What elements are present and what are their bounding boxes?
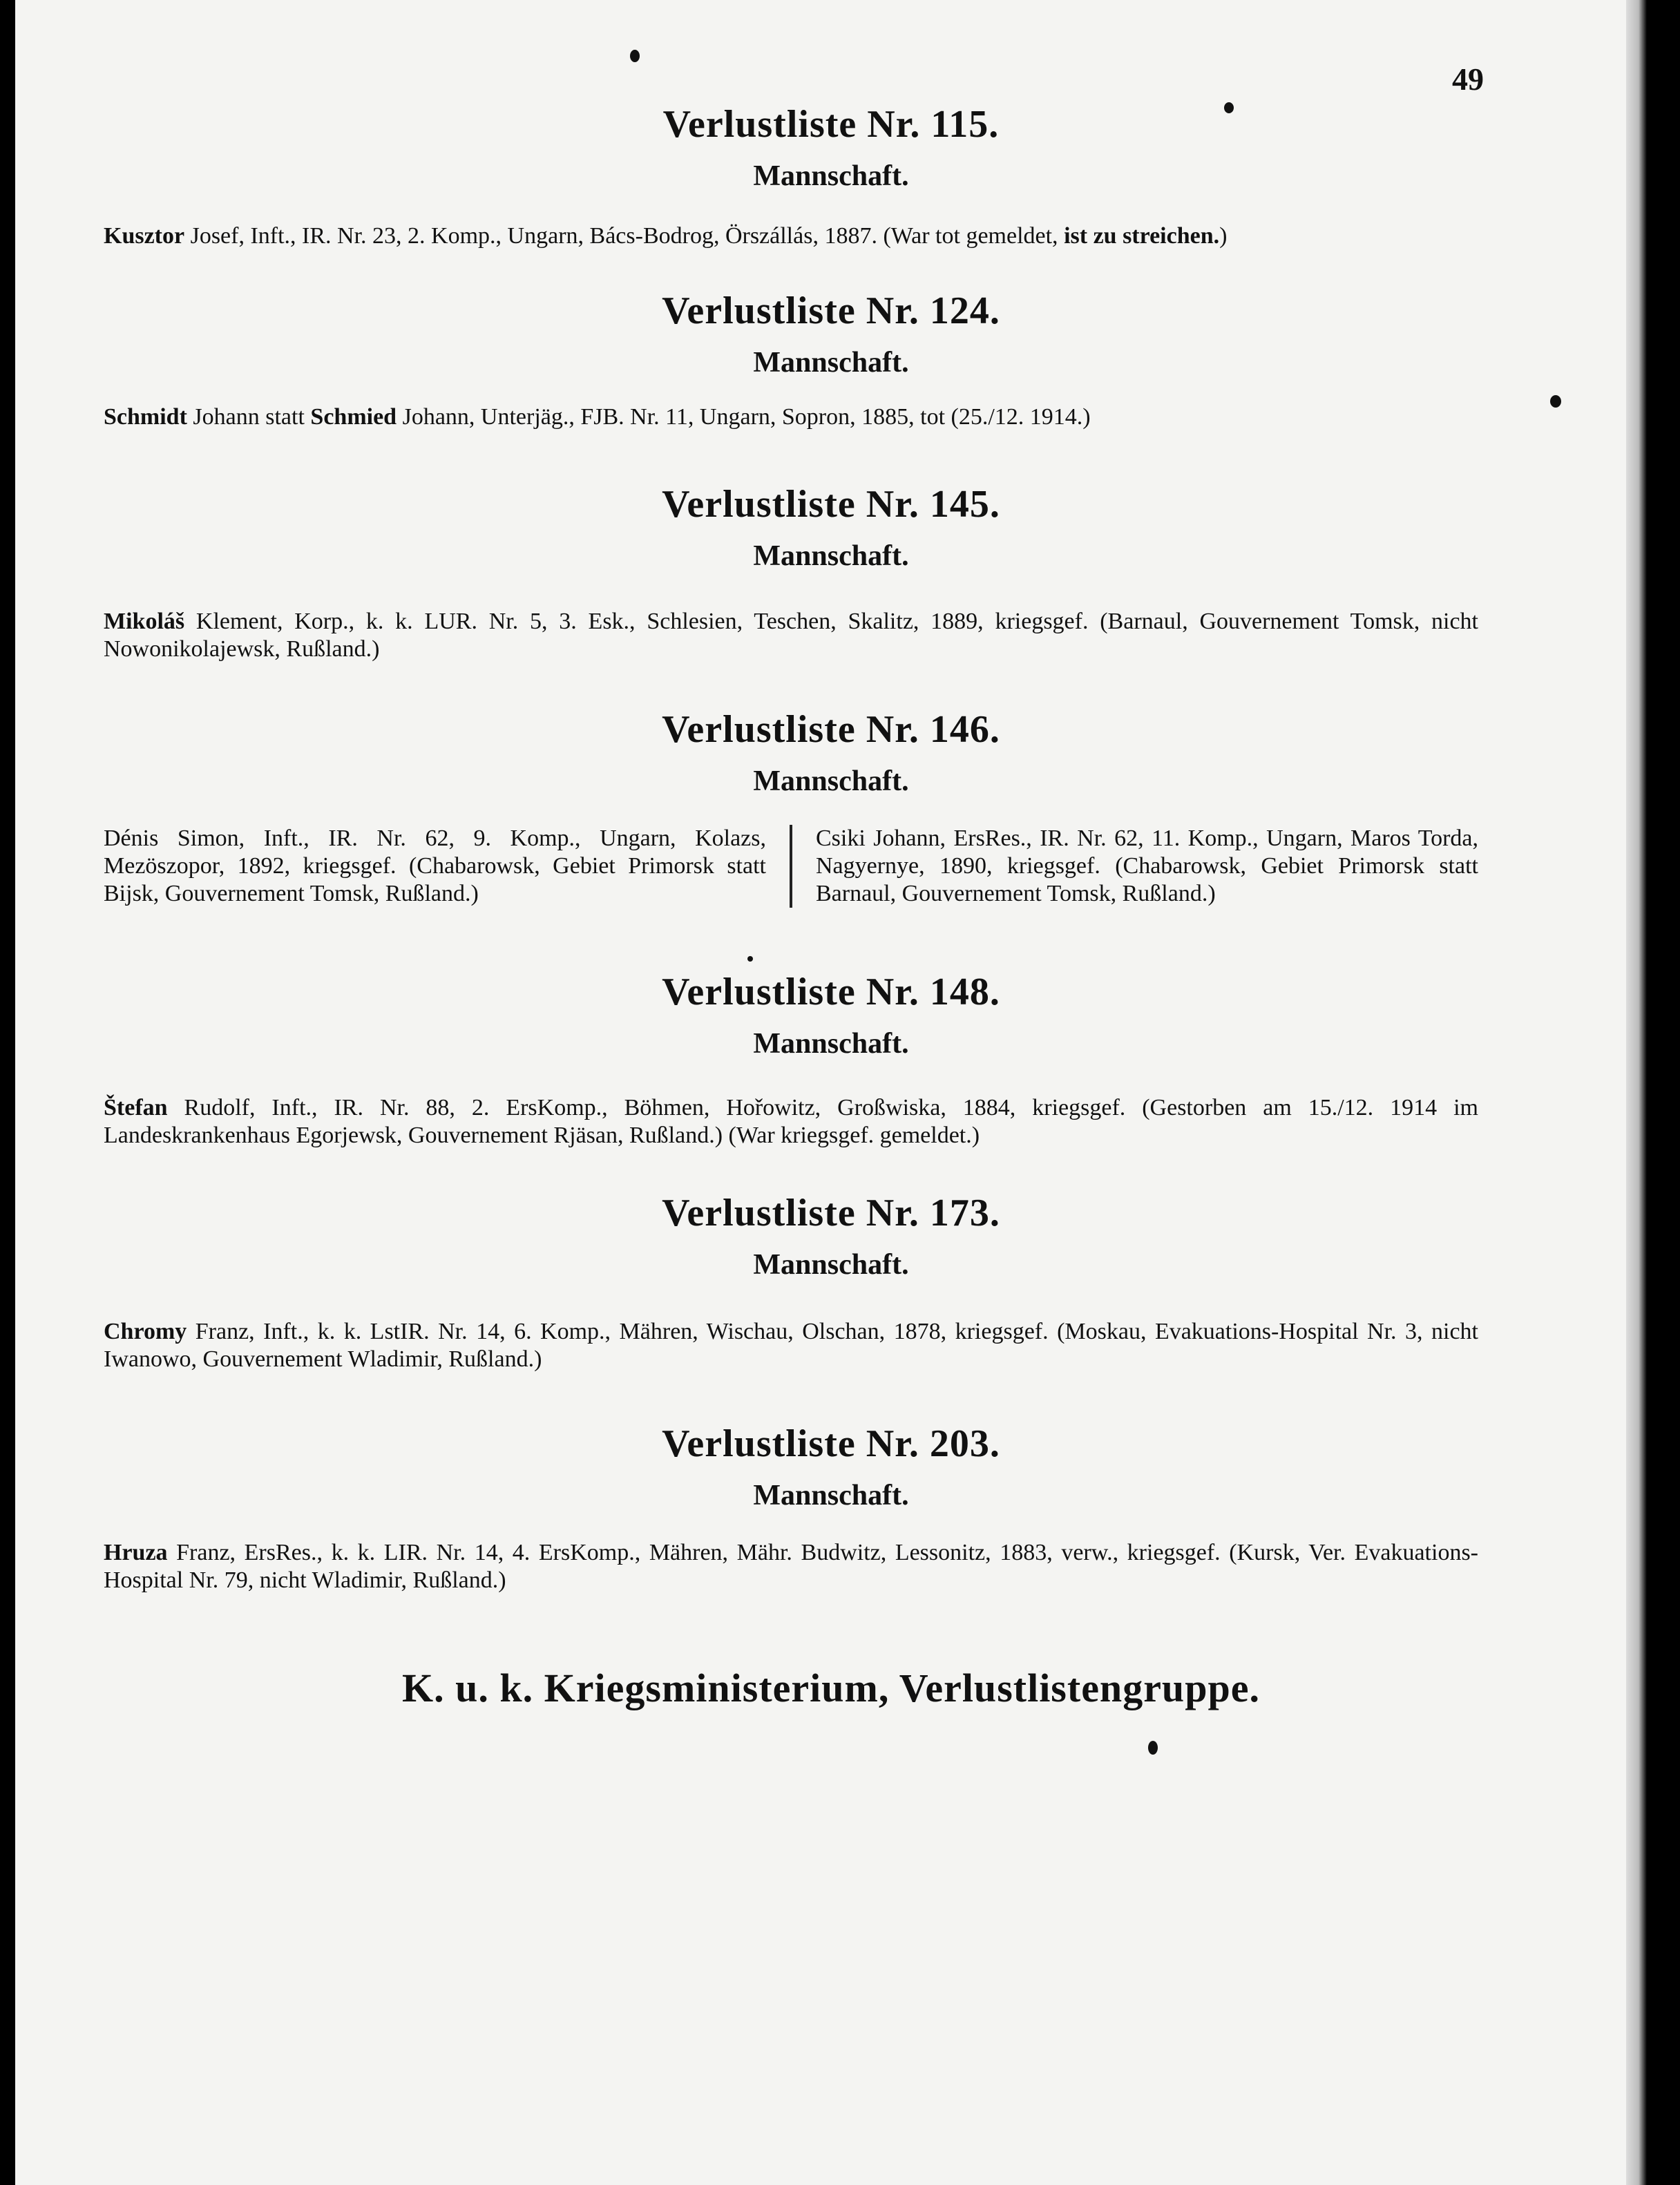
section-subheading: Mannschaft. [753, 1480, 909, 1511]
scan-speck [1148, 1741, 1158, 1755]
entry-text: Klement, Korp., k. k. LUR. Nr. 5, 3. Esk., Schlesien, Teschen, Skalitz, 1889, kriegsgef. (Barnaul, Gouvernement Tomsk, nicht Nowonikolajewsk, Rußland.) [104, 609, 1478, 662]
scan-edge [1626, 0, 1647, 2185]
section-124 [15, 289, 1647, 380]
section-heading: Verlustliste Nr. 115. [662, 103, 1000, 146]
entry-text: Johann statt [187, 404, 311, 430]
document-page [15, 0, 1647, 2185]
entry-chromy [104, 1318, 1478, 1373]
two-column-entries [104, 825, 1478, 908]
section-173 [15, 1191, 1647, 1282]
section-heading: Verlustliste Nr. 173. [662, 1192, 1000, 1234]
section-heading: Verlustliste Nr. 203. [662, 1422, 1000, 1465]
entry-name: Dénis [104, 826, 159, 851]
entry-emphasis: Schmied [310, 404, 397, 430]
entry-kusztor [104, 222, 1478, 250]
section-subheading: Mannschaft. [753, 765, 909, 797]
entry-csiki [802, 825, 1478, 908]
section-148 [15, 970, 1647, 1061]
entry-schmidt [104, 403, 1478, 431]
section-subheading: Mannschaft. [753, 160, 909, 192]
section-heading: Verlustliste Nr. 146. [662, 708, 1000, 751]
footer-signature: K. u. k. Kriegsministerium, Verlustlistengruppe. [402, 1666, 1260, 1710]
scan-speck [1550, 395, 1561, 408]
scan-speck [747, 956, 753, 962]
section-heading: Verlustliste Nr. 124. [662, 289, 1000, 332]
entry-name: Mikoláš [104, 609, 185, 634]
entry-name: Kusztor [104, 223, 185, 249]
scan-speck [630, 50, 640, 62]
entry-name: Štefan [104, 1095, 168, 1120]
entry-denis [104, 825, 780, 908]
entry-emphasis: ist zu streichen. [1064, 223, 1220, 249]
entry-name: Schmidt [104, 404, 187, 430]
section-subheading: Mannschaft. [753, 540, 909, 572]
page-number: 49 [1452, 61, 1484, 97]
entry-hruza [104, 1539, 1478, 1594]
section-subheading: Mannschaft. [753, 1028, 909, 1060]
entry-text: Simon, Inft., IR. Nr. 62, 9. Komp., Ungarn, Kolazs, Mezöszopor, 1892, kriegsgef. (Chabarowsk, Gebiet Primorsk statt Bijsk, Gouvernement Tomsk, Rußland.) [104, 826, 766, 906]
entry-name: Hruza [104, 1540, 168, 1565]
column-divider [790, 825, 792, 908]
entry-tail: Johann, Unterjäg., FJB. Nr. 11, Ungarn, Sopron, 1885, tot (25./12. 1914.) [397, 404, 1091, 430]
scan-speck [1224, 102, 1234, 113]
entry-text: Franz, Inft., k. k. LstIR. Nr. 14, 6. Komp., Mähren, Wischau, Olschan, 1878, kriegsgef. (Moskau, Evakuations-Hospital Nr. 3, nicht Iwanowo, Gouvernement Wladimir, Rußland.) [104, 1319, 1478, 1372]
entry-text: Rudolf, Inft., IR. Nr. 88, 2. ErsKomp., Böhmen, Hořowitz, Großwiska, 1884, kriegsgef. (Gestorben am 15./12. 1914 im Landeskrankenhaus Egorjewsk, Gouvernement Rjäsan, Rußland.) (War kriegsgef. gemeldet.) [104, 1095, 1478, 1148]
entry-text: Johann, ErsRes., IR. Nr. 62, 11. Komp., Ungarn, Maros Torda, Nagyernye, 1890, kriegsgef. (Chabarowsk, Gebiet Primorsk statt Barnaul, Gouvernement Tomsk, Rußland.) [816, 826, 1478, 906]
entry-text: Franz, ErsRes., k. k. LIR. Nr. 14, 4. ErsKomp., Mähren, Mähr. Budwitz, Lessonitz, 1883, verw., kriegsgef. (Kursk, Ver. Evakuations-Hospital Nr. 79, nicht Wladimir, Rußland.) [104, 1540, 1478, 1593]
section-subheading: Mannschaft. [753, 347, 909, 379]
section-115 [15, 102, 1647, 193]
entry-stefan [104, 1094, 1478, 1149]
section-heading: Verlustliste Nr. 145. [662, 483, 1000, 526]
section-146 [15, 707, 1647, 799]
section-203 [15, 1422, 1647, 1513]
section-145 [15, 482, 1647, 573]
entry-name: Chromy [104, 1319, 187, 1344]
entry-mikolas [104, 608, 1478, 663]
entry-text: Josef, Inft., IR. Nr. 23, 2. Komp., Ungarn, Bács-Bodrog, Örszállás, 1887. (War tot gemeldet, [184, 223, 1065, 249]
section-heading: Verlustliste Nr. 148. [662, 971, 1000, 1013]
section-subheading: Mannschaft. [753, 1249, 909, 1281]
entry-name: Csiki [816, 826, 866, 851]
entry-tail: ) [1219, 223, 1228, 249]
